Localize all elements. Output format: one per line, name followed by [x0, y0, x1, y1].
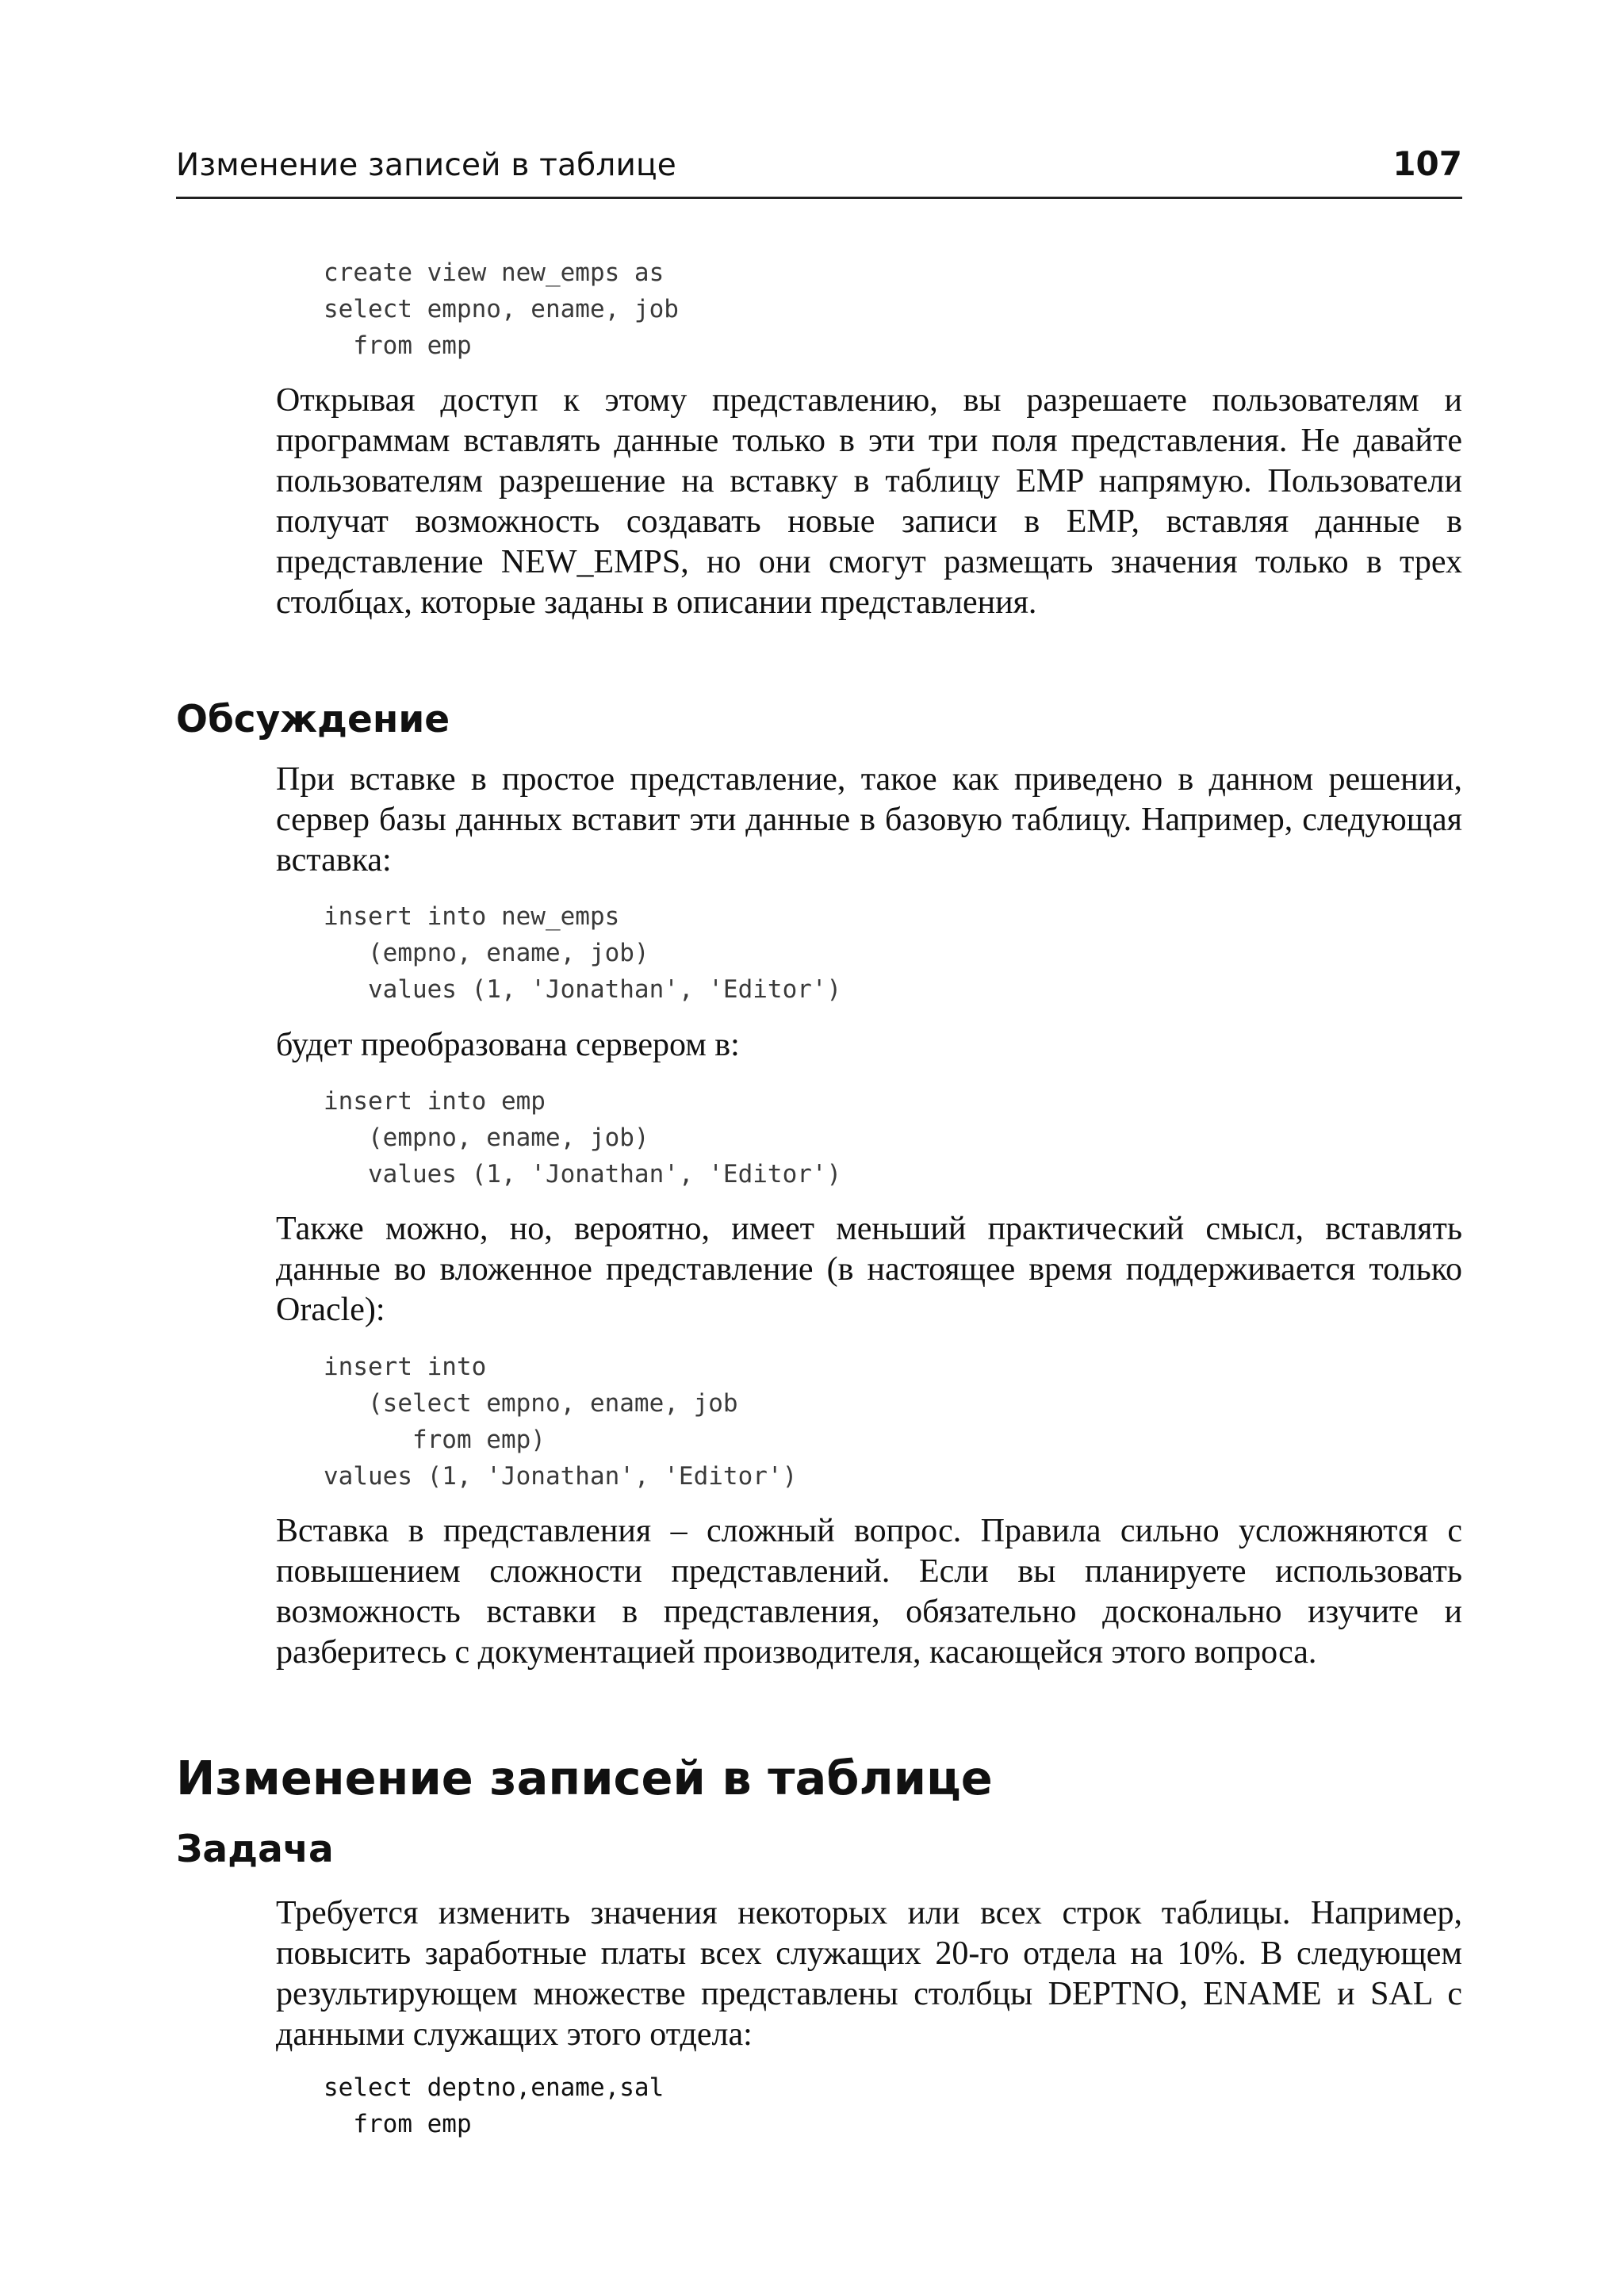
code-block-create-view: create view new_emps as select empno, ename, job from emp: [324, 258, 679, 360]
paragraph-task-description: Требуется изменить значения некоторых или всех строк таблицы. Например, повысить заработные платы всех служащих 20-го отдела на 10%. В следующем результирующем множестве представлены столбцы DEPTNO, ENAME и SAL с данными служащих этого отдела:: [276, 1895, 1462, 2053]
paragraph-simple-view-insert: При вставке в простое представление, такое как приведено в данном решении, сервер базы данных вставит эти данные в базовую таблицу. Например, следующая вставка:: [276, 761, 1462, 879]
heading-task: Задача: [176, 1828, 334, 1871]
heading-discussion: Обсуждение: [176, 698, 450, 741]
code-block-insert-emp: insert into emp (empno, ename, job) values (1, 'Jonathan', 'Editor'): [324, 1087, 842, 1189]
heading-update-records: Изменение записей в таблице: [176, 1751, 993, 1805]
code-block-insert-inline-view: insert into (select empno, ename, job from emp) values (1, 'Jonathan', 'Editor'): [324, 1353, 798, 1491]
code-block-insert-new-emps: insert into new_emps (empno, ename, job) values (1, 'Jonathan', 'Editor'): [324, 902, 842, 1004]
paragraph-view-access: Открывая доступ к этому представлению, вы разрешаете пользователям и программам вставлять данные только в эти три поля представления. Не давайте пользователям разрешение на вставку в таблицу EMP напрямую. Пользователи получат возможность создавать новые записи в EMP, вставляя данные в представление NEW_EMPS, но они смогут размещать значения только в трех столбцах, которые заданы в описании представления.: [276, 382, 1462, 621]
code-block-select-deptno: select deptno,ename,sal from emp: [324, 2073, 665, 2138]
running-title: Изменение записей в таблице: [176, 147, 676, 183]
paragraph-inline-view: Также можно, но, вероятно, имеет меньший практический смысл, вставлять данные во вложенное представление (в настоящее время поддерживается только Oracle):: [276, 1211, 1462, 1328]
paragraph-view-complexity: Вставка в представления – сложный вопрос. Правила сильно усложняются с повышением сложности представлений. Если вы планируете использовать возможность вставки в представления, обязательно досконально изучите и разберитесь с документацией производителя, касающейся этого вопроса.: [276, 1513, 1462, 1671]
running-header: [176, 144, 1462, 199]
page-number: 107: [1392, 144, 1462, 183]
paragraph-converted: будет преобразована сервером в:: [276, 1027, 740, 1063]
